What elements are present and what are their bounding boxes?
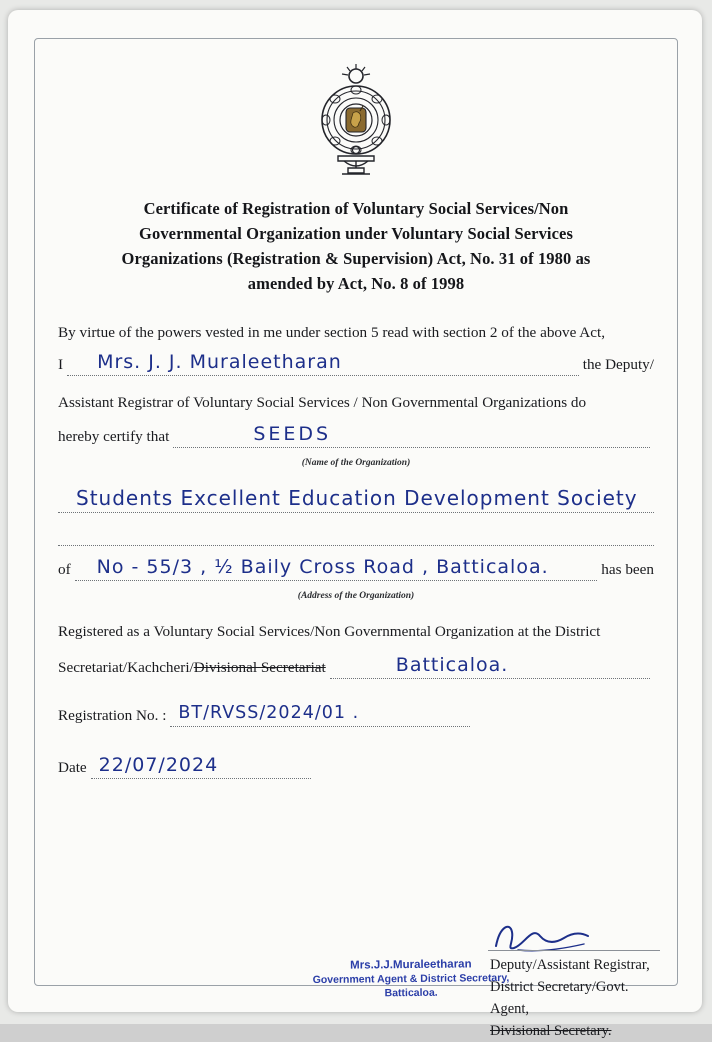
signature-rule xyxy=(488,950,660,951)
intro-sentence: By virtue of the powers vested in me under section 5 read with section 2 of the above Act, xyxy=(58,324,606,341)
org-name-overflow-line xyxy=(58,519,654,546)
org-short-name-field xyxy=(173,423,650,448)
national-emblem-icon xyxy=(308,62,404,180)
registered-line: Registered as a Voluntary Social Services/Non Governmental Organization at the District xyxy=(58,623,601,640)
handwritten-signature xyxy=(488,920,598,954)
certify-row xyxy=(58,423,654,448)
of-label: of xyxy=(58,561,71,578)
assistant-registrar-line: Assistant Registrar of Voluntary Social Services / Non Governmental Organizations do xyxy=(58,394,587,411)
date-value: 22/07/2024 xyxy=(98,754,219,776)
officer-name-field xyxy=(67,351,579,376)
registration-no-row xyxy=(58,705,654,727)
org-name-caption: (Name of the Organization) xyxy=(301,458,411,468)
stamp-line-2: Government Agent & District Secretary, xyxy=(312,971,510,987)
address-row xyxy=(58,556,654,581)
registration-no-label: Registration No. : xyxy=(58,707,167,724)
certificate-content xyxy=(58,56,654,1039)
secretariat-row xyxy=(58,654,654,679)
date-label: Date xyxy=(58,759,87,776)
designation-line-3: Divisional Secretary. xyxy=(490,1023,612,1039)
date-row xyxy=(58,754,654,779)
heading-line-3: Organizations (Registration & Supervision) Act, No. 31 of 1980 as xyxy=(121,249,591,268)
officer-name-value: Mrs. J. J. Muraleetharan xyxy=(97,351,342,373)
stamp-line-3: Batticaloa. xyxy=(384,986,438,1000)
secretariat-struck-label: Divisional Secretariat xyxy=(193,659,326,676)
address-caption: (Address of the Organization) xyxy=(297,591,415,601)
org-full-name-field xyxy=(58,482,654,513)
date-field xyxy=(91,754,311,779)
officer-name-row xyxy=(58,351,654,376)
stamp-line-1: Mrs.J.J.Muraleetharan xyxy=(350,958,472,972)
registration-no-field xyxy=(170,705,470,727)
district-field xyxy=(330,654,650,679)
secretariat-label: Secretariat/Kachcheri/ xyxy=(58,659,194,676)
paper-sheet xyxy=(8,10,702,1039)
official-stamp xyxy=(306,957,516,1001)
i-label: I xyxy=(58,356,64,373)
heading-line-4: amended by Act, No. 8 of 1998 xyxy=(247,274,465,293)
certify-label: hereby certify that xyxy=(58,428,170,445)
address-field xyxy=(75,556,598,581)
heading-line-1: Certificate of Registration of Voluntary Social Services/Non xyxy=(143,199,569,218)
signature-area xyxy=(58,862,654,1039)
district-value: Batticaloa. xyxy=(395,654,509,676)
designation-line-1: Deputy/Assistant Registrar, xyxy=(490,957,650,973)
designation-line-2: District Secretary/Govt. Agent, xyxy=(490,979,629,1017)
org-short-name-value: SEEDS xyxy=(253,423,332,445)
certificate-heading xyxy=(58,196,654,296)
certificate-body xyxy=(58,322,654,779)
registration-no-value: BT/RVSS/2024/01 . xyxy=(178,703,360,723)
heading-line-2: Governmental Organization under Voluntary Social Services xyxy=(139,224,573,243)
org-full-name-value: Students Excellent Education Development Society xyxy=(76,486,638,510)
the-deputy-label: the Deputy/ xyxy=(582,356,654,373)
has-been-label: has been xyxy=(601,561,654,578)
address-value: No - 55/3 , ½ Baily Cross Road , Batticaloa. xyxy=(96,556,549,578)
